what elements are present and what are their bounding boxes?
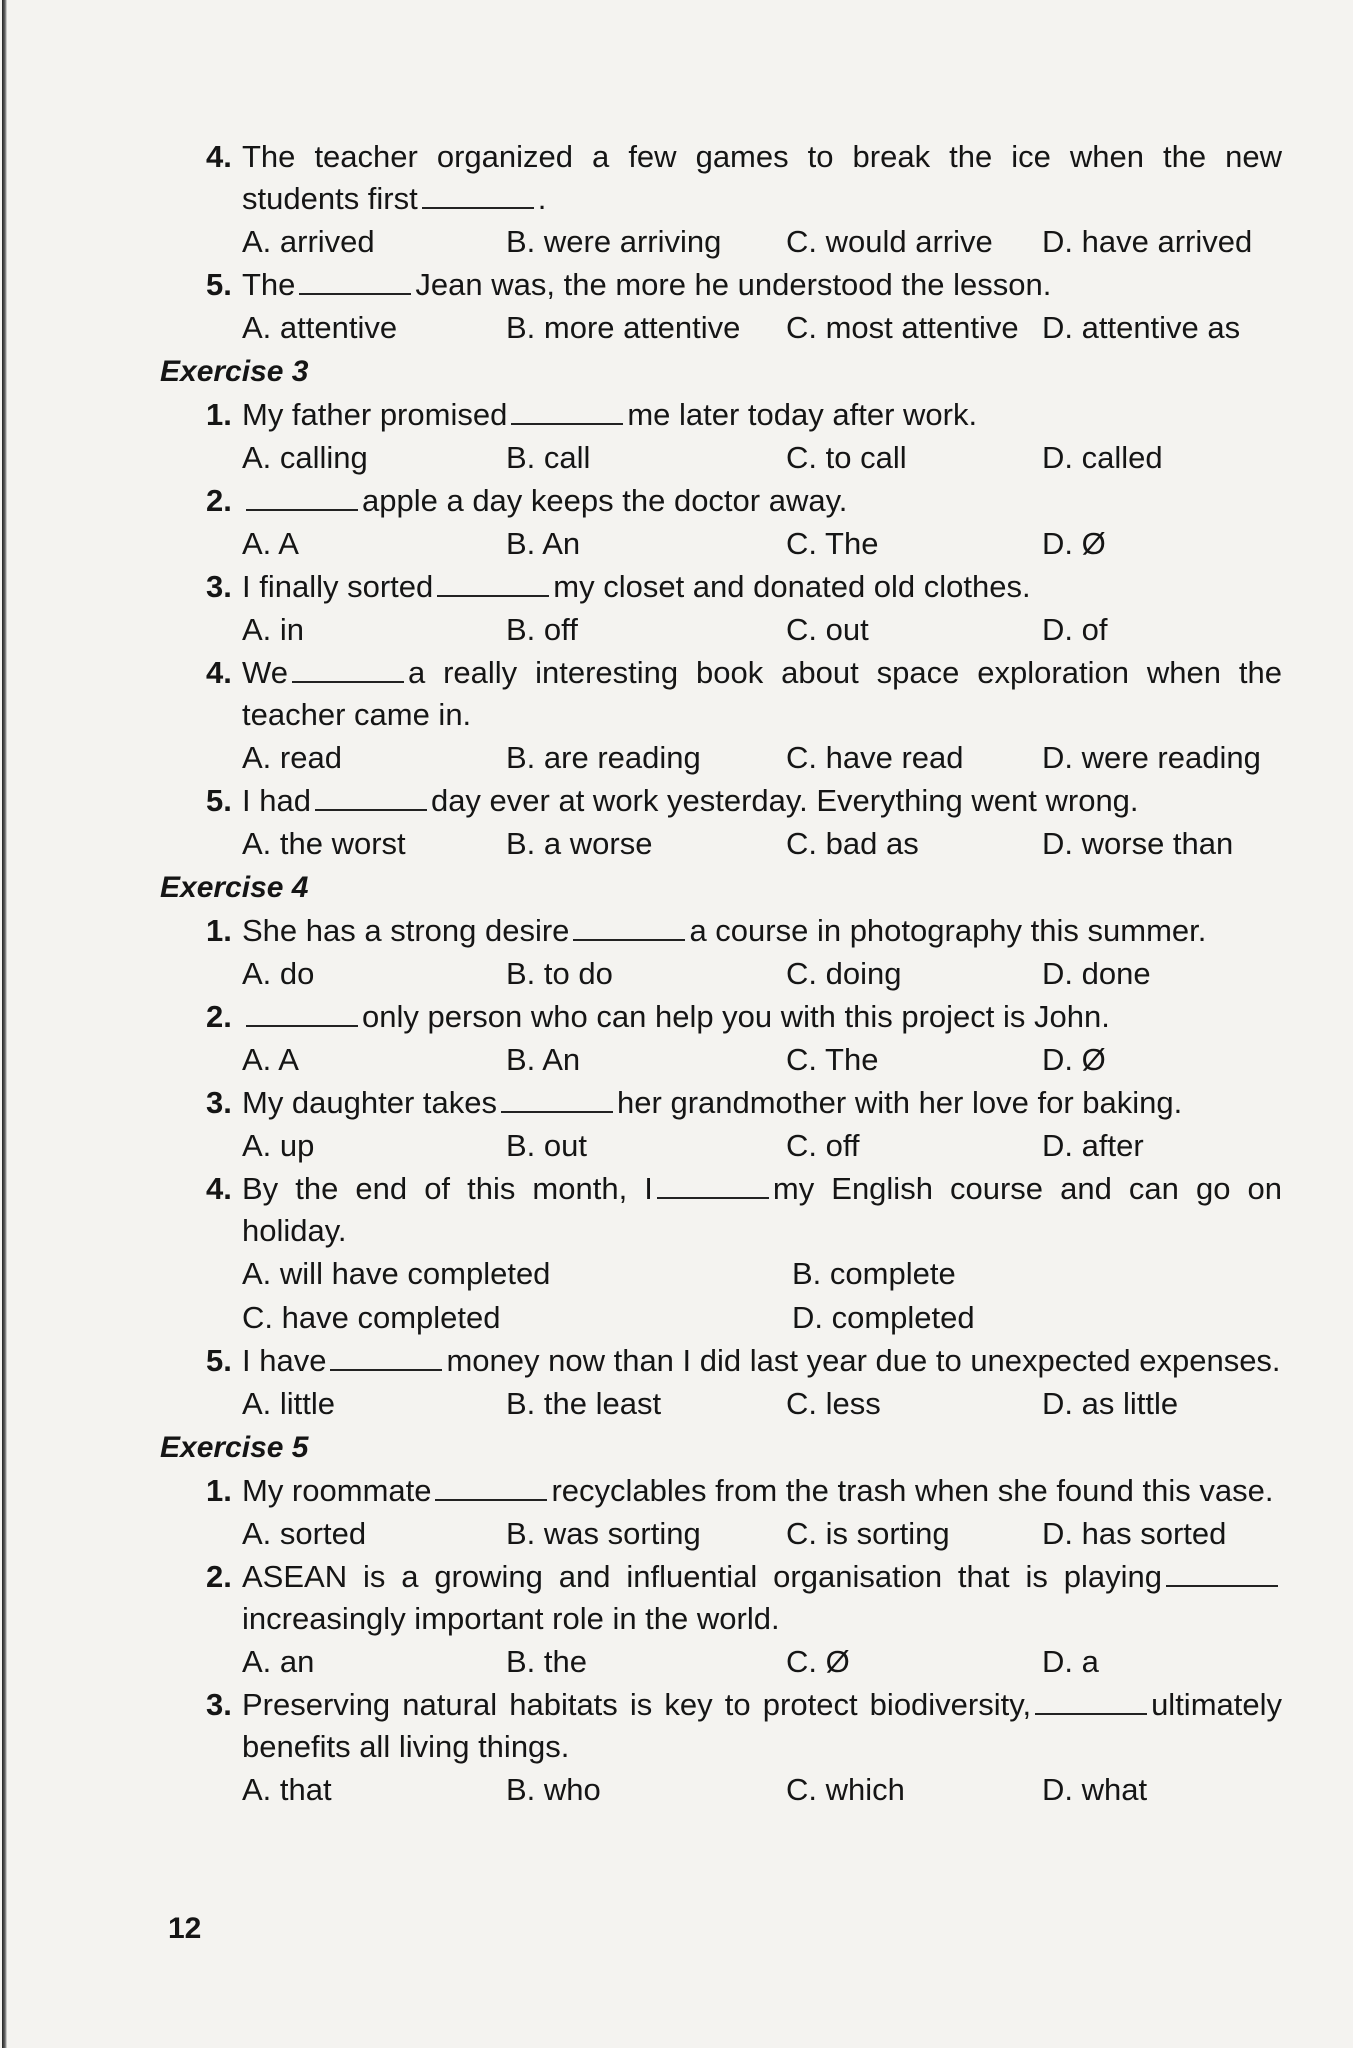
question-number: 2. bbox=[206, 999, 232, 1034]
answer-option[interactable]: C. The bbox=[786, 1042, 879, 1077]
answer-option[interactable]: A. do bbox=[242, 956, 315, 991]
question-text-after: my closet and donated old clothes. bbox=[553, 569, 1031, 604]
question-item bbox=[206, 910, 1302, 996]
answer-option[interactable]: B. complete bbox=[792, 1256, 956, 1291]
question-item bbox=[206, 1082, 1302, 1168]
answer-option[interactable]: C. to call bbox=[786, 440, 907, 475]
page-binding-edge bbox=[2, 0, 7, 2048]
question-text-before: I had bbox=[242, 783, 311, 818]
answer-blank[interactable] bbox=[511, 399, 623, 425]
answer-option[interactable]: D. of bbox=[1042, 612, 1108, 647]
question-text-before: The teacher organized a few games to break the ice when the new students first bbox=[242, 139, 1282, 216]
question-item bbox=[206, 1684, 1302, 1812]
question-number: 3. bbox=[206, 569, 232, 604]
answer-option[interactable]: C. doing bbox=[786, 956, 902, 991]
answer-option[interactable]: C. would arrive bbox=[786, 224, 993, 259]
answer-blank[interactable] bbox=[292, 657, 404, 683]
question-item bbox=[206, 1470, 1302, 1556]
exercise-heading: Exercise 5 bbox=[160, 1431, 309, 1464]
question-stem bbox=[206, 652, 1282, 736]
answer-options bbox=[206, 608, 1302, 652]
answer-option[interactable]: C. less bbox=[786, 1386, 881, 1421]
question-stem bbox=[206, 264, 1282, 306]
question-item bbox=[206, 136, 1302, 264]
answer-option[interactable]: A. read bbox=[242, 740, 342, 775]
answer-option[interactable]: B. are reading bbox=[506, 740, 701, 775]
question-number: 4. bbox=[206, 1171, 232, 1206]
answer-option[interactable]: C. have completed bbox=[242, 1300, 501, 1335]
answer-options bbox=[206, 1512, 1302, 1556]
answer-option[interactable]: A. the worst bbox=[242, 826, 406, 861]
question-text-after: only person who can help you with this project is John. bbox=[362, 999, 1110, 1034]
answer-blank[interactable] bbox=[246, 485, 358, 511]
answer-option[interactable]: A. A bbox=[242, 526, 299, 561]
answer-option[interactable]: A. that bbox=[242, 1772, 332, 1807]
question-number: 3. bbox=[206, 1085, 232, 1120]
answer-option[interactable]: A. will have completed bbox=[242, 1256, 551, 1291]
question-number: 3. bbox=[206, 1687, 232, 1722]
answer-option[interactable]: D. as little bbox=[1042, 1386, 1179, 1421]
answer-option[interactable]: B. call bbox=[506, 440, 591, 475]
answer-option[interactable]: D. what bbox=[1042, 1772, 1148, 1807]
answer-blank[interactable] bbox=[299, 269, 411, 295]
question-item bbox=[206, 1340, 1302, 1426]
answer-blank[interactable] bbox=[437, 571, 549, 597]
answer-blank[interactable] bbox=[435, 1475, 547, 1501]
answer-option[interactable]: C. off bbox=[786, 1128, 860, 1163]
question-stem bbox=[206, 394, 1282, 436]
question-text-before: I have bbox=[242, 1343, 327, 1378]
answer-option[interactable]: D. were reading bbox=[1042, 740, 1261, 775]
answer-blank[interactable] bbox=[573, 915, 685, 941]
answer-option[interactable]: A. little bbox=[242, 1386, 336, 1421]
answer-options bbox=[206, 1124, 1302, 1168]
answer-option[interactable]: D. a bbox=[1042, 1644, 1099, 1679]
answer-option[interactable]: B. out bbox=[506, 1128, 587, 1163]
answer-option[interactable]: C. have read bbox=[786, 740, 964, 775]
question-text-after: increasingly important role in the world. bbox=[242, 1601, 780, 1636]
question-item bbox=[206, 996, 1302, 1082]
question-text-before: ASEAN is a growing and influential organisation that is playing bbox=[242, 1559, 1162, 1594]
question-text-before: By the end of this month, I bbox=[242, 1171, 653, 1206]
question-text-before: I finally sorted bbox=[242, 569, 434, 604]
answer-option[interactable]: B. An bbox=[506, 1042, 581, 1077]
question-text-after: me later today after work. bbox=[627, 397, 978, 432]
answer-option[interactable]: B. to do bbox=[506, 956, 613, 991]
answer-options bbox=[206, 1252, 1302, 1340]
question-stem bbox=[206, 1082, 1282, 1124]
question-item bbox=[206, 1168, 1302, 1340]
question-item bbox=[206, 566, 1302, 652]
answer-options bbox=[206, 220, 1302, 264]
question-text-before: She has a strong desire bbox=[242, 913, 570, 948]
question-text-after: a course in photography this summer. bbox=[689, 913, 1207, 948]
question-text-before: We bbox=[242, 655, 288, 690]
question-item bbox=[206, 780, 1302, 866]
answer-option[interactable]: D. has sorted bbox=[1042, 1516, 1227, 1551]
answer-option[interactable]: D. Ø bbox=[1042, 526, 1106, 561]
question-text-before: My daughter takes bbox=[242, 1085, 498, 1120]
question-stem bbox=[206, 1470, 1282, 1512]
answer-option[interactable]: D. worse than bbox=[1042, 826, 1234, 861]
question-text-after: a really interesting book about space exploration when the teacher came in. bbox=[242, 655, 1282, 732]
answer-option[interactable]: A. calling bbox=[242, 440, 368, 475]
question-number: 2. bbox=[206, 1559, 232, 1594]
question-text-after: recyclables from the trash when she found this vase. bbox=[551, 1473, 1274, 1508]
answer-blank[interactable] bbox=[1166, 1561, 1278, 1587]
question-number: 5. bbox=[206, 267, 232, 302]
question-stem bbox=[206, 136, 1282, 220]
question-item bbox=[206, 1556, 1302, 1684]
answer-option[interactable]: C. bad as bbox=[786, 826, 919, 861]
answer-option[interactable]: A. arrived bbox=[242, 224, 375, 259]
answer-options bbox=[206, 822, 1302, 866]
answer-options bbox=[206, 306, 1302, 350]
question-number: 5. bbox=[206, 783, 232, 818]
exercise-heading: Exercise 4 bbox=[160, 871, 309, 904]
answer-option[interactable]: D. after bbox=[1042, 1128, 1144, 1163]
question-text-after: her grandmother with her love for baking. bbox=[617, 1085, 1183, 1120]
question-text-before: My father promised bbox=[242, 397, 508, 432]
answer-option[interactable]: C. The bbox=[786, 526, 879, 561]
answer-blank[interactable] bbox=[330, 1345, 442, 1371]
question-stem bbox=[206, 1340, 1282, 1382]
answer-option[interactable]: A. up bbox=[242, 1128, 315, 1163]
answer-option[interactable]: B. An bbox=[506, 526, 581, 561]
answer-options bbox=[206, 1382, 1302, 1426]
question-text-after: day ever at work yesterday. Everything went wrong. bbox=[430, 783, 1139, 818]
worksheet-content bbox=[162, 136, 1302, 1812]
answer-option[interactable]: D. called bbox=[1042, 440, 1163, 475]
answer-blank[interactable] bbox=[315, 785, 427, 811]
answer-option[interactable]: D. have arrived bbox=[1042, 224, 1253, 259]
question-item bbox=[206, 264, 1302, 350]
answer-option[interactable]: B. was sorting bbox=[506, 1516, 701, 1551]
question-stem bbox=[206, 566, 1282, 608]
answer-options bbox=[206, 1768, 1302, 1812]
answer-blank[interactable] bbox=[501, 1087, 613, 1113]
question-number: 1. bbox=[206, 1473, 232, 1508]
answer-option[interactable]: B. who bbox=[506, 1772, 601, 1807]
answer-option[interactable]: C. which bbox=[786, 1772, 905, 1807]
answer-option[interactable]: C. Ø bbox=[786, 1644, 850, 1679]
answer-blank[interactable] bbox=[657, 1173, 769, 1199]
answer-options bbox=[206, 952, 1302, 996]
question-stem bbox=[206, 1168, 1282, 1252]
question-text-before: The bbox=[242, 267, 296, 302]
question-stem bbox=[206, 780, 1282, 822]
answer-option[interactable]: C. is sorting bbox=[786, 1516, 950, 1551]
answer-option[interactable]: A. A bbox=[242, 1042, 299, 1077]
answer-option[interactable]: B. off bbox=[506, 612, 578, 647]
answer-blank[interactable] bbox=[246, 1001, 358, 1027]
answer-blank[interactable] bbox=[422, 183, 534, 209]
question-number: 1. bbox=[206, 397, 232, 432]
answer-option[interactable]: A. in bbox=[242, 612, 305, 647]
answer-option[interactable]: D. Ø bbox=[1042, 1042, 1106, 1077]
answer-options bbox=[206, 522, 1302, 566]
answer-option[interactable]: B. more attentive bbox=[506, 310, 741, 345]
question-number: 5. bbox=[206, 1343, 232, 1378]
question-text-after: Jean was, the more he understood the lesson. bbox=[415, 267, 1052, 302]
answer-option[interactable]: C. out bbox=[786, 612, 869, 647]
question-text-after: apple a day keeps the doctor away. bbox=[362, 483, 848, 518]
answer-option[interactable]: B. were arriving bbox=[506, 224, 722, 259]
question-stem bbox=[206, 480, 1282, 522]
question-text-before: Preserving natural habitats is key to protect biodiversity, bbox=[242, 1687, 1032, 1722]
question-number: 4. bbox=[206, 139, 232, 174]
answer-blank[interactable] bbox=[1035, 1689, 1147, 1715]
answer-options bbox=[206, 436, 1302, 480]
answer-options bbox=[206, 736, 1302, 780]
answer-option[interactable]: A. attentive bbox=[242, 310, 398, 345]
question-text-after: . bbox=[537, 181, 547, 216]
question-text-after: my English course and can go on holiday. bbox=[242, 1171, 1282, 1248]
question-item bbox=[206, 394, 1302, 480]
answer-option[interactable]: B. a worse bbox=[506, 826, 653, 861]
question-text-after: ultimately benefits all living things. bbox=[242, 1687, 1282, 1764]
answer-options bbox=[206, 1640, 1302, 1684]
answer-option[interactable]: B. the bbox=[506, 1644, 587, 1679]
question-number: 4. bbox=[206, 655, 232, 690]
question-item bbox=[206, 480, 1302, 566]
answer-option[interactable]: D. completed bbox=[792, 1300, 975, 1335]
question-stem bbox=[206, 910, 1282, 952]
question-number: 2. bbox=[206, 483, 232, 518]
exercise-heading: Exercise 3 bbox=[160, 355, 309, 388]
answer-option[interactable]: C. most attentive bbox=[786, 310, 1019, 345]
question-stem bbox=[206, 996, 1282, 1038]
page-number: 12 bbox=[168, 1912, 202, 1945]
answer-options bbox=[206, 1038, 1302, 1082]
answer-option[interactable]: A. sorted bbox=[242, 1516, 367, 1551]
answer-option[interactable]: A. an bbox=[242, 1644, 315, 1679]
question-item bbox=[206, 652, 1302, 780]
question-stem bbox=[206, 1684, 1282, 1768]
answer-option[interactable]: D. attentive as bbox=[1042, 310, 1241, 345]
answer-option[interactable]: D. done bbox=[1042, 956, 1151, 991]
question-stem bbox=[206, 1556, 1282, 1640]
answer-option[interactable]: B. the least bbox=[506, 1386, 662, 1421]
question-text-before: My roommate bbox=[242, 1473, 432, 1508]
question-text-after: money now than I did last year due to unexpected expenses. bbox=[446, 1343, 1281, 1378]
question-number: 1. bbox=[206, 913, 232, 948]
